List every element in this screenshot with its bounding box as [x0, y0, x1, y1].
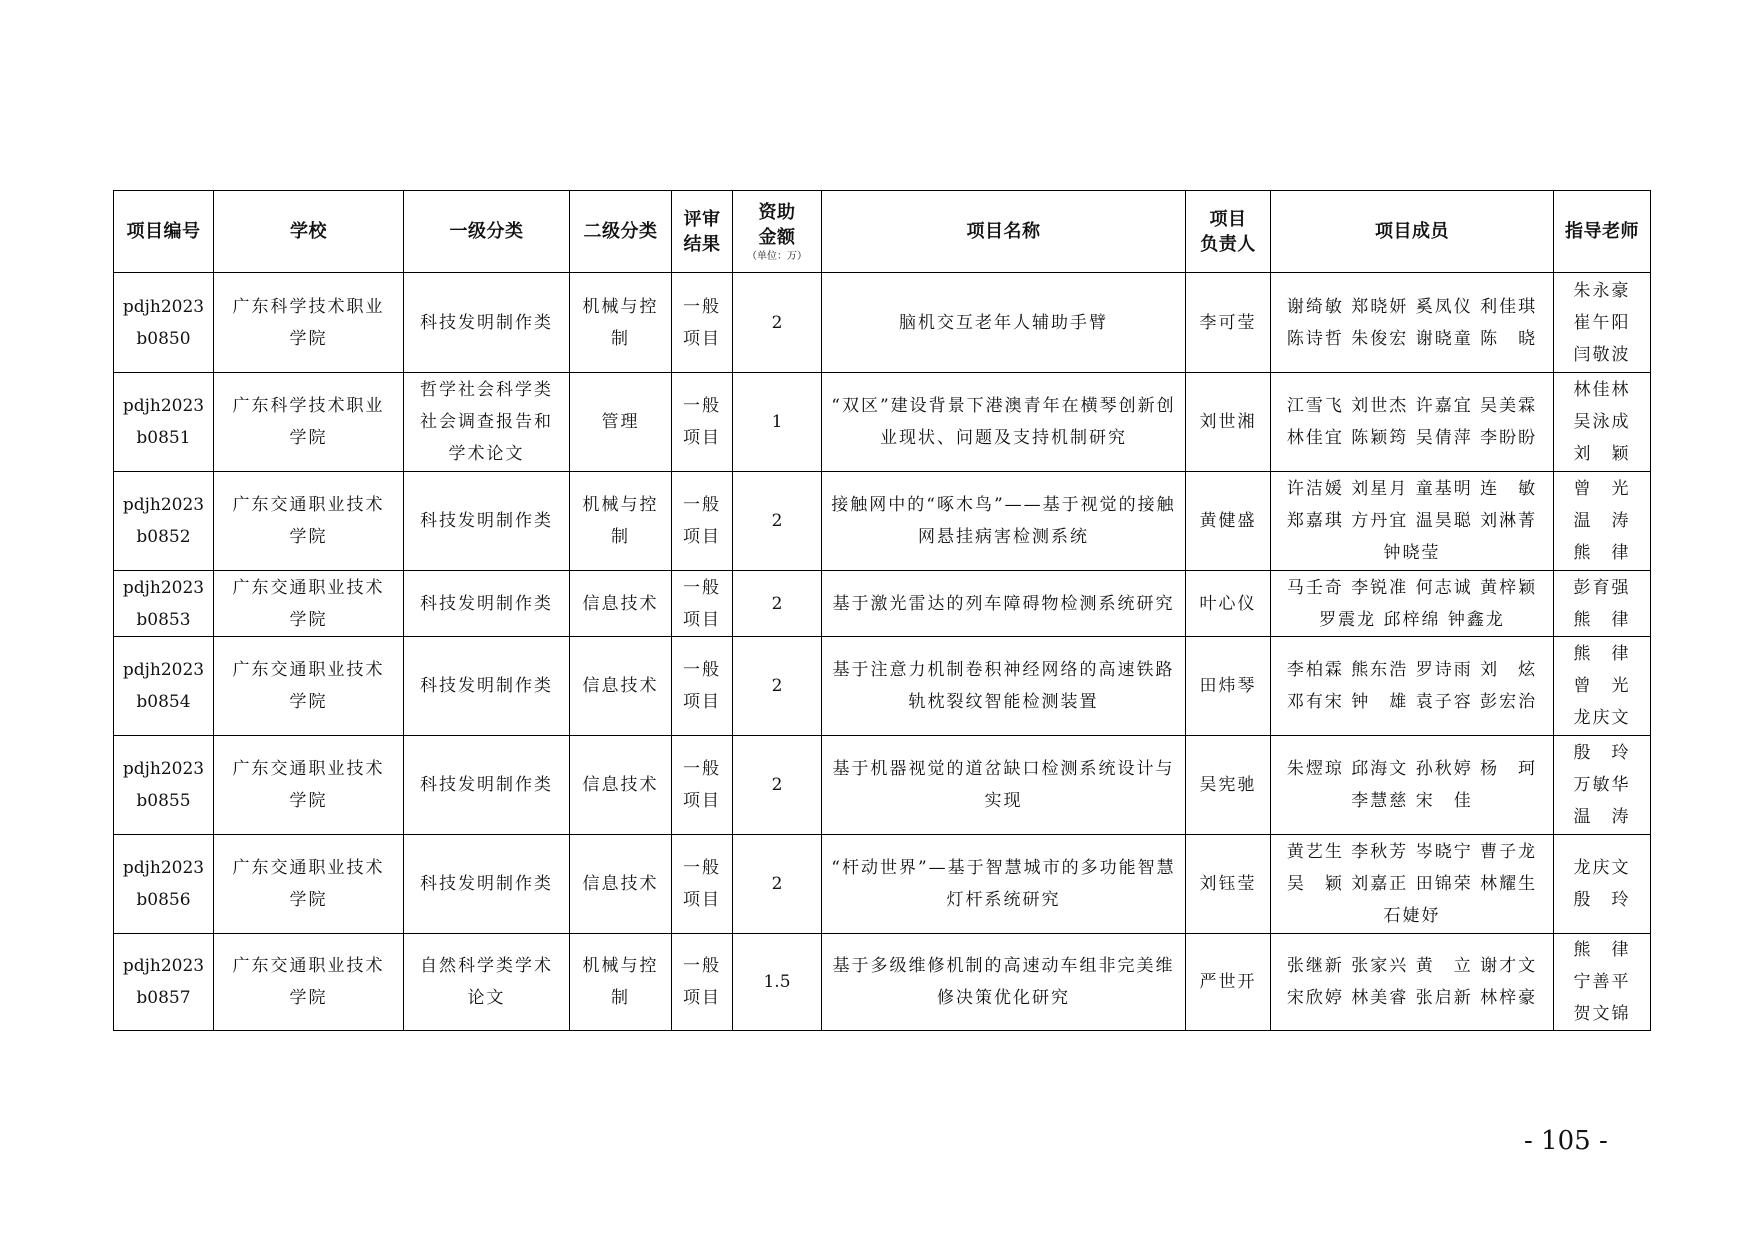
advisors-cell: 龙庆文 殷 玲 [1554, 835, 1651, 934]
project-name-cell: 脑机交互老年人辅助手臂 [822, 273, 1186, 373]
table-row [114, 373, 1651, 472]
school-cell: 广东交通职业技术 学院 [214, 472, 404, 571]
project-leader-cell: 吴宪驰 [1186, 736, 1271, 835]
advisors-cell: 曾 光 温 涛 熊 律 [1554, 472, 1651, 571]
category-2-cell: 机械与控 制 [570, 273, 672, 373]
category-1-cell: 哲学社会科学类 社会调查报告和 学术论文 [404, 373, 570, 472]
project-leader-cell: 叶心仪 [1186, 571, 1271, 637]
header-project-members: 项目成员 [1271, 191, 1554, 273]
review-result-cell: 一般 项目 [672, 373, 733, 472]
project-members-cell: 谢绮敏 郑晓妍 奚凤仪 利佳琪 陈诗哲 朱俊宏 谢晓童 陈 晓 [1271, 273, 1554, 373]
review-result-cell: 一般 项目 [672, 571, 733, 637]
project-members-cell: 马壬奇 李锐准 何志诚 黄梓颖 罗震龙 邱梓绵 钟鑫龙 [1271, 571, 1554, 637]
project-id-cell: pdjh2023 b0851 [114, 373, 214, 472]
category-2-cell: 信息技术 [570, 835, 672, 934]
project-leader-cell: 黄健盛 [1186, 472, 1271, 571]
table-row [114, 571, 1651, 637]
advisors-cell: 熊 律 曾 光 龙庆文 [1554, 637, 1651, 736]
table-row [114, 934, 1651, 1031]
project-table [113, 190, 1651, 1031]
category-2-cell: 信息技术 [570, 637, 672, 736]
project-id-cell: pdjh2023 b0853 [114, 571, 214, 637]
school-cell: 广东交通职业技术 学院 [214, 736, 404, 835]
advisors-cell: 熊 律 宁善平 贺文锦 [1554, 934, 1651, 1031]
project-name-cell: “双区”建设背景下港澳青年在横琴创新创 业现状、问题及支持机制研究 [822, 373, 1186, 472]
header-review-result: 评审 结果 [672, 191, 733, 273]
table-row [114, 637, 1651, 736]
project-leader-cell: 田炜琴 [1186, 637, 1271, 736]
funding-amount-cell: 1.5 [733, 934, 822, 1031]
header-project-leader: 项目 负责人 [1186, 191, 1271, 273]
project-name-cell: 基于多级维修机制的高速动车组非完美维 修决策优化研究 [822, 934, 1186, 1031]
funding-amount-cell: 2 [733, 736, 822, 835]
table-header-row [114, 191, 1651, 273]
project-id-cell: pdjh2023 b0856 [114, 835, 214, 934]
header-school: 学校 [214, 191, 404, 273]
school-cell: 广东交通职业技术 学院 [214, 934, 404, 1031]
project-members-cell: 李柏霖 熊东浩 罗诗雨 刘 炫 邓有宋 钟 雄 袁子容 彭宏治 [1271, 637, 1554, 736]
advisors-cell: 彭育强 熊 律 [1554, 571, 1651, 637]
category-1-cell: 科技发明制作类 [404, 736, 570, 835]
review-result-cell: 一般 项目 [672, 273, 733, 373]
header-project-id: 项目编号 [114, 191, 214, 273]
funding-amount-cell: 1 [733, 373, 822, 472]
project-name-cell: 基于注意力机制卷积神经网络的高速铁路 轨枕裂纹智能检测装置 [822, 637, 1186, 736]
category-2-cell: 信息技术 [570, 736, 672, 835]
header-funding-amount-label: 资助 金额 [758, 201, 796, 248]
category-2-cell: 管理 [570, 373, 672, 472]
header-project-name: 项目名称 [822, 191, 1186, 273]
category-1-cell: 科技发明制作类 [404, 273, 570, 373]
project-members-cell: 江雪飞 刘世杰 许嘉宜 吴美霖 林佳宜 陈颖筠 吴倩萍 李盼盼 [1271, 373, 1554, 472]
category-1-cell: 科技发明制作类 [404, 571, 570, 637]
project-leader-cell: 刘世湘 [1186, 373, 1271, 472]
project-name-cell: 基于机器视觉的道岔缺口检测系统设计与 实现 [822, 736, 1186, 835]
school-cell: 广东科学技术职业 学院 [214, 273, 404, 373]
project-name-cell: 接触网中的“啄木鸟”——基于视觉的接触 网悬挂病害检测系统 [822, 472, 1186, 571]
table-row [114, 472, 1651, 571]
funding-amount-cell: 2 [733, 637, 822, 736]
project-id-cell: pdjh2023 b0857 [114, 934, 214, 1031]
header-category-1: 一级分类 [404, 191, 570, 273]
category-1-cell: 科技发明制作类 [404, 637, 570, 736]
project-id-cell: pdjh2023 b0854 [114, 637, 214, 736]
school-cell: 广东交通职业技术 学院 [214, 571, 404, 637]
project-members-cell: 张继新 张家兴 黄 立 谢才文 宋欣婷 林美睿 张启新 林梓豪 [1271, 934, 1554, 1031]
table-row [114, 835, 1651, 934]
school-cell: 广东科学技术职业 学院 [214, 373, 404, 472]
project-id-cell: pdjh2023 b0855 [114, 736, 214, 835]
school-cell: 广东交通职业技术 学院 [214, 835, 404, 934]
project-leader-cell: 李可莹 [1186, 273, 1271, 373]
review-result-cell: 一般 项目 [672, 835, 733, 934]
project-leader-cell: 刘钰莹 [1186, 835, 1271, 934]
header-category-2: 二级分类 [570, 191, 672, 273]
header-funding-amount [733, 191, 822, 273]
project-name-cell: 基于激光雷达的列车障碍物检测系统研究 [822, 571, 1186, 637]
category-2-cell: 机械与控 制 [570, 472, 672, 571]
header-advisors: 指导老师 [1554, 191, 1651, 273]
project-id-cell: pdjh2023 b0852 [114, 472, 214, 571]
category-2-cell: 信息技术 [570, 571, 672, 637]
header-funding-unit: （单位：万） [747, 250, 807, 262]
review-result-cell: 一般 项目 [672, 736, 733, 835]
project-members-cell: 朱熤琼 邱海文 孙秋婷 杨 珂 李慧慈 宋 佳 [1271, 736, 1554, 835]
project-leader-cell: 严世开 [1186, 934, 1271, 1031]
project-members-cell: 黄艺生 李秋芳 岑晓宁 曹子龙 吴 颖 刘嘉正 田锦荣 林耀生 石婕妤 [1271, 835, 1554, 934]
category-2-cell: 机械与控 制 [570, 934, 672, 1031]
project-members-cell: 许洁媛 刘星月 童基明 连 敏 郑嘉琪 方丹宜 温昊聪 刘淋菁 钟晓莹 [1271, 472, 1554, 571]
funding-amount-cell: 2 [733, 835, 822, 934]
review-result-cell: 一般 项目 [672, 934, 733, 1031]
review-result-cell: 一般 项目 [672, 472, 733, 571]
review-result-cell: 一般 项目 [672, 637, 733, 736]
school-cell: 广东交通职业技术 学院 [214, 637, 404, 736]
project-name-cell: “杆动世界”—基于智慧城市的多功能智慧 灯杆系统研究 [822, 835, 1186, 934]
category-1-cell: 自然科学类学术 论文 [404, 934, 570, 1031]
advisors-cell: 朱永豪 崔午阳 闫敬波 [1554, 273, 1651, 373]
funding-amount-cell: 2 [733, 273, 822, 373]
advisors-cell: 林佳林 吴泳成 刘 颖 [1554, 373, 1651, 472]
advisors-cell: 殷 玲 万敏华 温 涛 [1554, 736, 1651, 835]
category-1-cell: 科技发明制作类 [404, 835, 570, 934]
category-1-cell: 科技发明制作类 [404, 472, 570, 571]
project-id-cell: pdjh2023 b0850 [114, 273, 214, 373]
funding-amount-cell: 2 [733, 571, 822, 637]
page-number: - 105 - [1524, 1126, 1608, 1156]
table-row [114, 736, 1651, 835]
table-row [114, 273, 1651, 373]
funding-amount-cell: 2 [733, 472, 822, 571]
